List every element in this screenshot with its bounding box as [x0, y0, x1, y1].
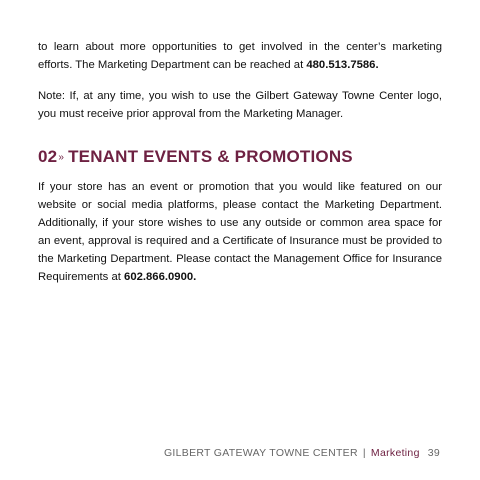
marketing-contact-text: to learn about more opportunities to get involved in the center’s marketing efforts. The Marketing Department can be reached at — [38, 41, 442, 71]
page-footer — [164, 447, 440, 459]
footer-section-name: Marketing — [370, 447, 420, 459]
page-number: 39 — [427, 447, 440, 459]
marketing-phone: 480.513.7586. — [306, 59, 379, 71]
footer-center-name: GILBERT GATEWAY TOWNE CENTER — [163, 447, 358, 459]
section-title: TENANT EVENTS & PROMOTIONS — [68, 147, 353, 166]
chevron-right-icon: » — [58, 152, 65, 163]
marketing-contact-paragraph — [38, 38, 442, 74]
footer-separator: | — [362, 447, 366, 459]
logo-approval-note: Note: If, at any time, you wish to use the Gilbert Gateway Towne Center logo, you must receive prior approval from the Marketing Manager. — [38, 90, 442, 120]
section-number: 02 — [38, 147, 58, 166]
section-heading — [38, 145, 442, 170]
tenant-events-text: If your store has an event or promotion that you would like featured on our website or social media platforms, please contact the Marketing Department. Additionally, if your store wishes to use any outside or common area space for an event, approval is required and a Certificate of Insurance must be provided to the Marketing Department. Please contact the Management Office for Insurance Requirements at — [38, 181, 442, 283]
management-office-phone: 602.866.0900. — [124, 271, 197, 283]
page-content — [38, 38, 442, 299]
tenant-events-paragraph — [38, 178, 442, 286]
